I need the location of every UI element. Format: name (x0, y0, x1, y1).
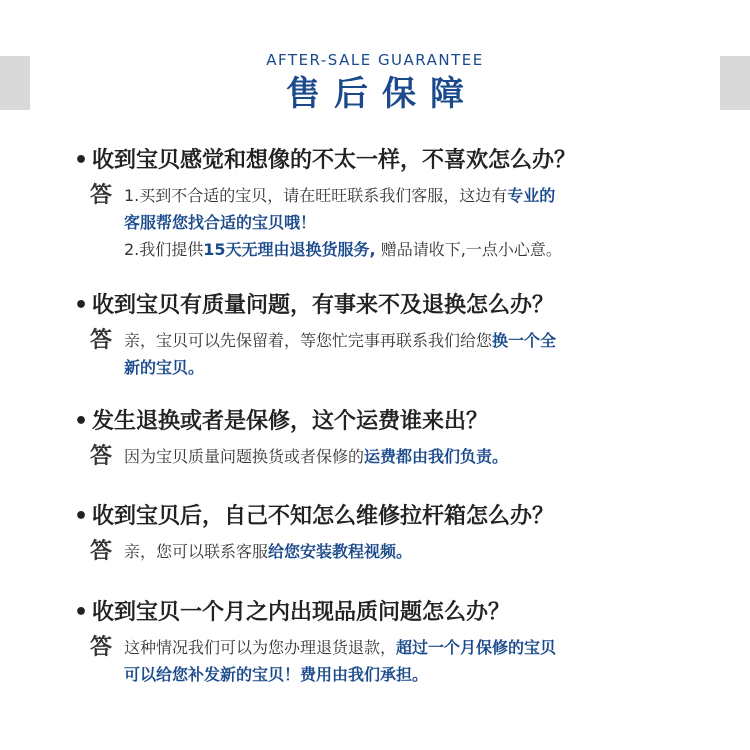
header (0, 50, 750, 116)
faq-answer (90, 634, 714, 688)
faq-answer-text (124, 634, 556, 688)
answer-line (124, 236, 562, 263)
faq-answer (90, 538, 714, 566)
answer-text: 亲，宝贝可以先保留着，等您忙完事再联系我们给您 (124, 331, 493, 350)
faq-answer-text (124, 443, 508, 471)
faq-item-4 (74, 502, 714, 566)
answer-line (124, 634, 556, 661)
answer-text: 1.买到不合适的宝贝，请在旺旺联系我们客服，这边有 (124, 186, 508, 205)
bullet-icon: • (74, 148, 89, 173)
faq-question (74, 502, 714, 532)
faq-question-text: 收到宝贝感觉和想像的不太一样，不喜欢怎么办？ (92, 148, 577, 173)
header-title: 售后保障 (286, 74, 478, 114)
answer-line (124, 327, 556, 354)
answer-highlight: 新的宝贝。 (124, 358, 205, 377)
answer-line (124, 538, 412, 565)
faq-item-5 (74, 598, 714, 688)
faq-item-1 (74, 146, 714, 263)
faq-answer-text (124, 327, 556, 381)
bullet-icon: • (74, 504, 89, 529)
faq-question (74, 146, 714, 176)
answer-line (124, 443, 508, 470)
bullet-icon: • (74, 293, 89, 318)
bullet-icon: • (74, 409, 89, 434)
answer-highlight: 15天无理由退换货服务, (203, 240, 376, 259)
answer-highlight: 专业的 (507, 186, 556, 205)
answer-text: 这种情况我们可以为您办理退货退款， (124, 638, 397, 657)
faq-answer-text (124, 182, 562, 263)
answer-label: 答 (90, 328, 113, 353)
header-subtitle: AFTER-SALE GUARANTEE (266, 51, 484, 69)
answer-highlight: 超过一个月保修的宝贝 (396, 638, 557, 657)
faq-question (74, 407, 714, 437)
faq-answer (90, 182, 714, 263)
answer-highlight: 可以给您补发新的宝贝！费用由我们承担。 (124, 665, 429, 684)
bullet-icon: • (74, 600, 89, 625)
faq-item-3 (74, 407, 714, 471)
faq-question (74, 598, 714, 628)
faq-item-2 (74, 291, 714, 381)
faq-question-text: 发生退换或者是保修，这个运费谁来出？ (92, 409, 489, 434)
answer-label: 答 (90, 183, 113, 208)
answer-line (124, 182, 562, 209)
answer-highlight: 给您安装教程视频。 (268, 542, 413, 561)
faq-question-text: 收到宝贝后，自己不知怎么维修拉杆箱怎么办？ (92, 504, 555, 529)
faq-question-text: 收到宝贝一个月之内出现品质问题怎么办？ (92, 600, 511, 625)
faq-answer-text (124, 538, 412, 566)
faq-answer (90, 443, 714, 471)
faq-answer (90, 327, 714, 381)
answer-text: 赠品请收下,一点小心意。 (375, 240, 562, 259)
answer-highlight: 运费都由我们负责。 (364, 447, 509, 466)
faq-question-text: 收到宝贝有质量问题，有事来不及退换怎么办？ (92, 293, 555, 318)
answer-label: 答 (90, 635, 113, 660)
answer-label: 答 (90, 444, 113, 469)
answer-label: 答 (90, 539, 113, 564)
faq-question (74, 291, 714, 321)
answer-highlight: 换一个全 (492, 331, 557, 350)
answer-text: 2.我们提供 (124, 240, 204, 259)
answer-text: 亲，您可以联系客服 (124, 542, 269, 561)
answer-highlight: 客服帮您找合适的宝贝哦！ (124, 213, 317, 232)
answer-text: 因为宝贝质量问题换货或者保修的 (124, 447, 365, 466)
